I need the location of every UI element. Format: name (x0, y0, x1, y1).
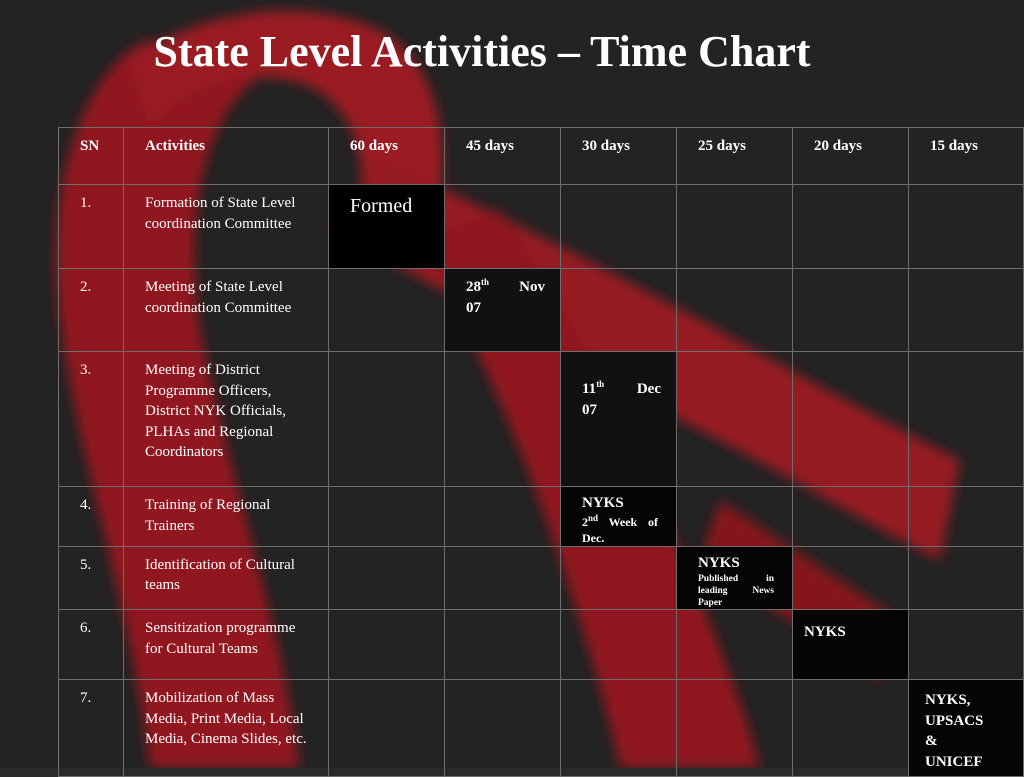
empty-cell (793, 680, 909, 777)
mark-detail-line: Published in (698, 574, 774, 584)
empty-cell (677, 610, 793, 680)
row-sn: 6. (59, 610, 124, 680)
empty-cell (445, 610, 561, 680)
row-sn: 3. (59, 352, 124, 487)
empty-cell (445, 680, 561, 777)
empty-cell (677, 680, 793, 777)
mark-sup: th (481, 277, 490, 287)
empty-cell (561, 546, 677, 610)
row-activity: Identification of Cultural teams (124, 546, 329, 610)
mark-month: Dec (636, 381, 661, 397)
time-chart-table (58, 127, 1024, 777)
row-sn: 1. (59, 185, 124, 269)
row-sn: 7. (59, 680, 124, 777)
empty-cell (793, 185, 909, 269)
row-activity: Formation of State Level coordination Committee (124, 185, 329, 269)
header-sn: SN (59, 128, 124, 185)
empty-cell (445, 352, 561, 487)
mark-org: NYKS (804, 624, 846, 640)
mark-org: NYKS (582, 495, 624, 511)
empty-cell (677, 487, 793, 547)
header-30-days: 30 days (561, 128, 677, 185)
empty-cell (909, 185, 1024, 269)
mark-day: 11 (582, 381, 597, 397)
empty-cell (329, 680, 445, 777)
mark-28-nov (445, 269, 561, 352)
row-activity: Training of Regional Trainers (124, 487, 329, 547)
empty-cell (909, 610, 1024, 680)
mark-line: UPSACS (925, 712, 984, 729)
empty-cell (329, 487, 445, 547)
mark-detail-line: leading News (698, 586, 774, 596)
header-20-days: 20 days (793, 128, 909, 185)
row-sn: 5. (59, 546, 124, 610)
empty-cell (793, 487, 909, 547)
mark-line: NYKS, (925, 692, 971, 708)
mark-day: 28 (466, 279, 481, 295)
empty-cell (677, 185, 793, 269)
empty-cell (561, 680, 677, 777)
empty-cell (561, 185, 677, 269)
row-activity: Mobilization of Mass Media, Print Media, Local Media, Cinema Slides, etc. (124, 680, 329, 777)
mark-11-dec (561, 352, 677, 487)
mark-nyks-published (677, 546, 793, 610)
empty-cell (445, 487, 561, 547)
empty-cell (909, 269, 1024, 352)
empty-cell (329, 352, 445, 487)
table-row (59, 352, 1024, 487)
empty-cell (561, 610, 677, 680)
mark-detail-line: Paper (698, 598, 723, 608)
mark-nyks-sensitization (793, 610, 909, 680)
empty-cell (329, 269, 445, 352)
empty-cell (677, 352, 793, 487)
mark-nyks-upsacs-unicef (909, 680, 1024, 777)
page-title: State Level Activities – Time Chart (153, 27, 811, 76)
mark-sup: th (596, 379, 605, 389)
empty-cell (677, 269, 793, 352)
row-sn: 4. (59, 487, 124, 547)
mark-year: 07 (466, 299, 481, 316)
header-45-days: 45 days (445, 128, 561, 185)
empty-cell (445, 185, 561, 269)
mark-line: UNICEF (925, 753, 983, 770)
empty-cell (909, 352, 1024, 487)
header-25-days: 25 days (677, 128, 793, 185)
mark-month: Nov (519, 279, 545, 295)
empty-cell (561, 269, 677, 352)
table-row (59, 269, 1024, 352)
table-row (59, 610, 1024, 680)
table-row (59, 487, 1024, 547)
table-row (59, 680, 1024, 777)
table-row (59, 185, 1024, 269)
row-activity: Meeting of State Level coordination Committee (124, 269, 329, 352)
header-activities: Activities (124, 128, 329, 185)
empty-cell (793, 546, 909, 610)
empty-cell (445, 546, 561, 610)
empty-cell (329, 610, 445, 680)
row-activity: Meeting of District Programme Officers, District NYK Officials, PLHAs and Regional Coordinators (124, 352, 329, 487)
empty-cell (329, 546, 445, 610)
mark-detail: 2nd Week of Dec. (582, 512, 658, 545)
mark-nyks-training (561, 487, 677, 547)
empty-cell (793, 352, 909, 487)
empty-cell (909, 487, 1024, 547)
row-activity: Sensitization programme for Cultural Teams (124, 610, 329, 680)
empty-cell (909, 546, 1024, 610)
header-row (59, 128, 1024, 185)
table-row (59, 546, 1024, 610)
header-15-days: 15 days (909, 128, 1024, 185)
empty-cell (793, 269, 909, 352)
mark-year: 07 (582, 401, 597, 418)
mark-formed: Formed (329, 185, 445, 269)
mark-line: & (925, 733, 938, 749)
mark-org: NYKS (698, 554, 740, 571)
row-sn: 2. (59, 269, 124, 352)
header-60-days: 60 days (329, 128, 445, 185)
